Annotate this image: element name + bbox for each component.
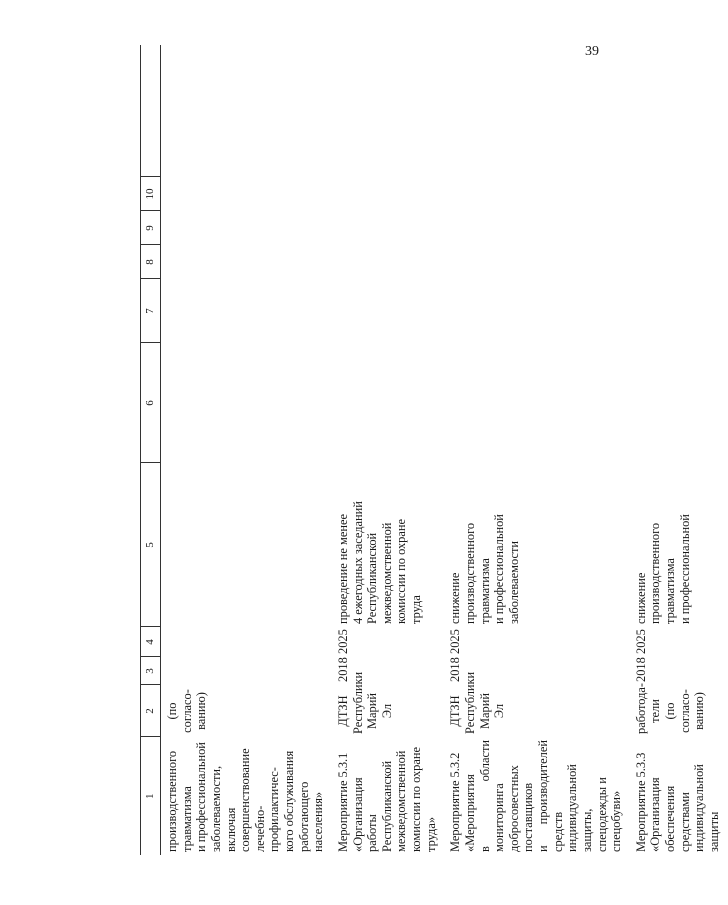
cell-line: (по согласо- (165, 689, 194, 733)
cell-line: труда» (423, 816, 438, 852)
cell-line: Республиканской (365, 532, 380, 624)
cell-line: производственного (648, 522, 663, 624)
cell-line: травматизма (663, 558, 677, 624)
cell-line: ванию) (194, 692, 209, 730)
cell-line: производственного (165, 750, 179, 852)
cell-line: Республики (462, 671, 477, 734)
cell-line: заболеваемости (506, 541, 521, 624)
result-cell (332, 463, 444, 627)
program-table (140, 45, 728, 855)
cell-line: Мероприятие 5.3.2 (448, 752, 463, 852)
empty-cell (630, 211, 728, 245)
activity-cell (161, 737, 332, 855)
header-col-3: 3 (140, 657, 161, 685)
cell-line: в области мониторинга (477, 740, 507, 852)
header-spacer (140, 45, 161, 177)
cell-line: Мероприятие 5.3.1 (335, 752, 350, 852)
start-year-cell: 2018 (448, 657, 463, 682)
end-year-cell: 2025 (448, 629, 463, 654)
activity-cell (630, 737, 728, 855)
cell-line: совершенствование (238, 748, 253, 852)
cell-line: обеспечения средствами (663, 785, 692, 852)
start-year-cell: 2018 (335, 657, 350, 682)
cell-line: снижение (448, 572, 463, 624)
cell-line: (по согласо- (663, 689, 692, 733)
cell-line: и профессиональной (492, 514, 507, 624)
executor-cell (630, 682, 728, 737)
header-col-10: 10 (140, 177, 161, 211)
result-cell (161, 463, 332, 627)
cell-line: Марий Эл (365, 693, 394, 729)
end-year-cell (161, 627, 332, 657)
cell-line: Республики (350, 671, 365, 734)
table-row (161, 45, 332, 855)
cell-line: травматизма (477, 558, 492, 624)
header-col-5: 5 (140, 463, 161, 627)
cell-line: и профессиональной (677, 514, 692, 624)
empty-cell (630, 343, 728, 463)
header-col-2: 2 (140, 685, 161, 737)
header-col-7: 7 (140, 279, 161, 343)
cell-line: и профессиональной (194, 742, 209, 852)
empty-cell (630, 279, 728, 343)
empty-cell (161, 245, 332, 279)
empty-cell (444, 343, 630, 463)
page-number: 39 (585, 44, 599, 59)
cell-line: проведение не менее (335, 514, 350, 624)
cell-line: Марий Эл (477, 693, 507, 729)
cell-line: «Мероприятия (462, 774, 477, 852)
empty-cell (161, 45, 332, 177)
table-top-rule (140, 45, 141, 855)
empty-cell (332, 245, 444, 279)
header-row (140, 45, 161, 855)
cell-line: и производителей средств (536, 740, 565, 852)
end-year-cell: 2025 (335, 629, 350, 654)
cell-line: труда (409, 595, 423, 624)
cell-line: «Организация (648, 777, 663, 852)
empty-cell (161, 343, 332, 463)
cell-line: ванию) (692, 692, 707, 730)
cell-line: спецодежды и (594, 777, 609, 852)
empty-cell (332, 177, 444, 211)
empty-cell (444, 245, 630, 279)
empty-cell (161, 211, 332, 245)
cell-line: «Организация работы (350, 777, 380, 852)
empty-cell (630, 177, 728, 211)
cell-line: комиссии по охране (409, 746, 423, 852)
table-row (332, 45, 444, 855)
cell-line: индивидуальной защиты, (565, 764, 594, 852)
cell-line: добросовестных (506, 765, 521, 852)
cell-line: Мероприятие 5.3.3 (633, 752, 648, 852)
activity-cell (444, 737, 630, 855)
rotated-table-frame (140, 45, 721, 855)
header-col-9: 9 (140, 211, 161, 245)
cell-line: Республиканской (379, 760, 394, 852)
executor-cell (444, 671, 630, 737)
cell-line: спецобуви» (609, 790, 624, 852)
empty-cell (444, 211, 630, 245)
empty-cell (444, 177, 630, 211)
cell-line: тели (648, 699, 663, 723)
empty-cell (630, 45, 728, 177)
executor-cell (161, 685, 332, 737)
empty-cell (161, 177, 332, 211)
cell-line: ДТЗН (448, 695, 463, 727)
header-col-6: 6 (140, 343, 161, 463)
empty-cell (630, 245, 728, 279)
empty-cell (444, 45, 630, 177)
activity-cell (332, 737, 444, 855)
empty-cell (332, 45, 444, 177)
empty-cell (332, 279, 444, 343)
cell-line: кого обслуживания (282, 750, 296, 852)
cell-line: межведомственной (394, 750, 409, 852)
end-year-cell: 2025 (633, 629, 648, 654)
result-cell (444, 463, 630, 627)
result-cell (630, 463, 728, 627)
empty-cell (332, 211, 444, 245)
empty-cell (332, 343, 444, 463)
executor-cell (332, 671, 444, 737)
cell-line: работающего населения» (296, 781, 326, 852)
empty-cell (444, 279, 630, 343)
cell-line: работода- (633, 682, 648, 734)
cell-line: лечебно-профилактичес- (252, 767, 282, 852)
cell-line: комиссии по охране (394, 518, 409, 624)
start-year-cell: 2018 (633, 657, 648, 682)
table-row (630, 45, 728, 855)
start-year-cell (161, 657, 332, 685)
cell-line: ДТЗН (335, 695, 350, 727)
cell-line: заболеваемости, включая (208, 765, 238, 852)
cell-line: межведомственной (379, 522, 394, 624)
header-col-4: 4 (140, 627, 161, 657)
cell-line: производственного (462, 522, 477, 624)
cell-line: 4 ежегодных заседаний (350, 501, 365, 624)
cell-line: травматизма (179, 786, 194, 852)
table-row (444, 45, 630, 855)
header-col-8: 8 (140, 245, 161, 279)
cell-line: поставщиков (521, 782, 536, 852)
cell-line: снижение (633, 572, 648, 624)
empty-cell (161, 279, 332, 343)
cell-line: индивидуальной защиты (692, 764, 721, 852)
header-col-1: 1 (140, 737, 161, 855)
